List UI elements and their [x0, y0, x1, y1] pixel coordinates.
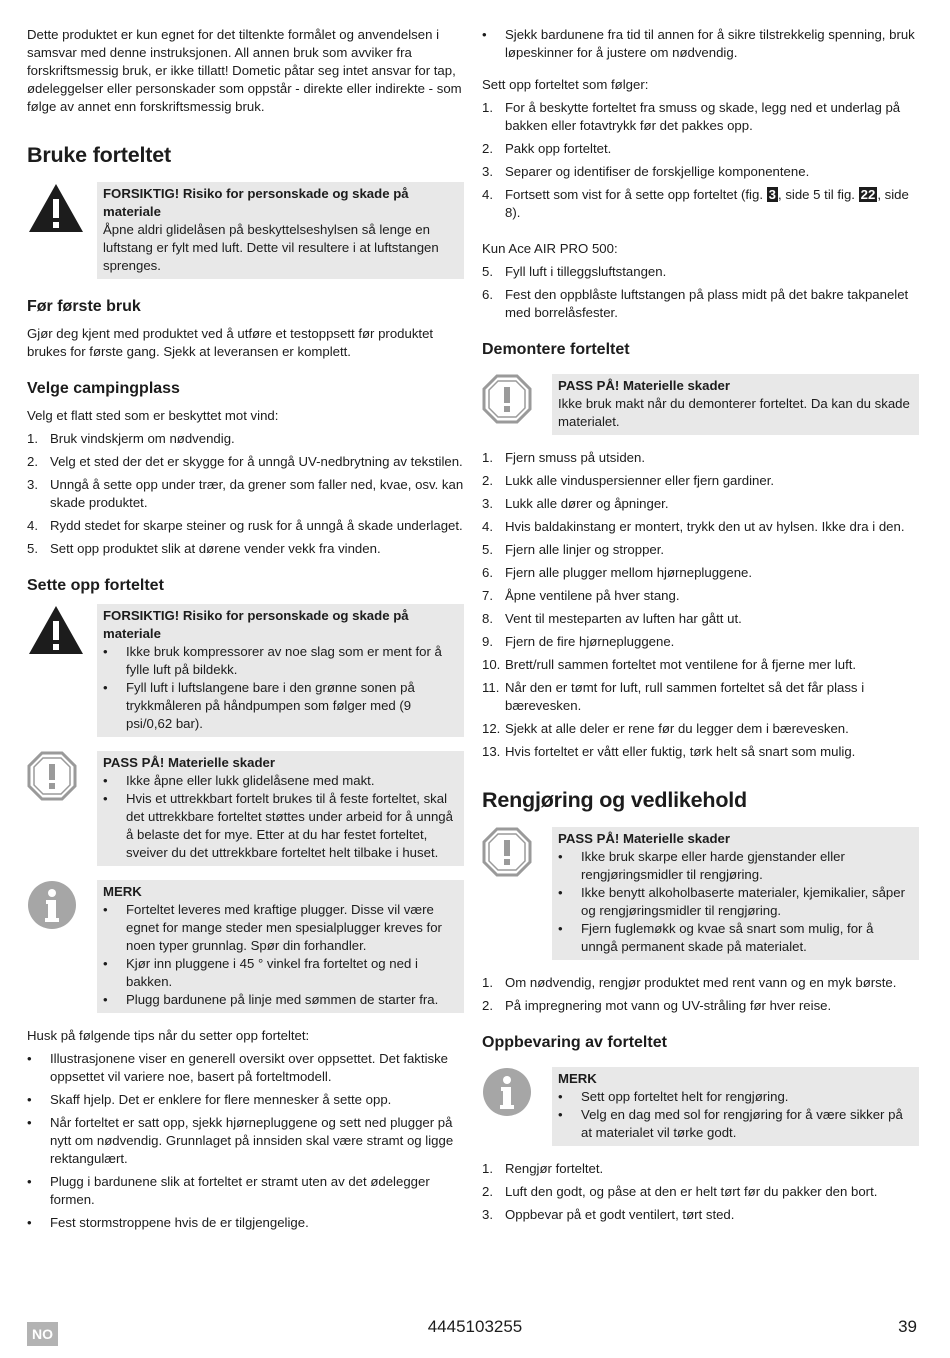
info-circle-icon	[482, 1067, 552, 1122]
list-item: 2. Pakk opp forteltet.	[482, 141, 612, 156]
list-item: 5. Fjern alle linjer og stropper.	[482, 542, 665, 557]
notice-box-2	[552, 374, 919, 435]
heading-sette-opp-forteltet: Sette opp forteltet	[27, 577, 164, 594]
list-item: 5. Sett opp produktet slik at dørene vender vekk fra vinden.	[27, 541, 381, 556]
list-item: 12. Sjekk at alle deler er rene før du legger dem i bærevesken.	[482, 721, 849, 736]
demontere-steps	[482, 449, 919, 761]
list-item: 2. Luft den godt, og påse at den er helt tørt før du pakker den bort.	[482, 1184, 878, 1199]
note-list	[103, 901, 458, 1009]
list-item: 4. Rydd stedet for skarpe steiner og rusk for å unngå å skade underlaget.	[27, 518, 463, 533]
figure-ref-22: 22	[860, 187, 876, 202]
list-item: 7. Åpne ventilene på hver stang.	[482, 588, 680, 603]
setup-steps	[482, 99, 919, 222]
list-item: 2. Lukk alle vinduspersienner eller fjern gardiner.	[482, 473, 775, 488]
list-item: 3. Unngå å sette opp under trær, da grener som faller ned, kvae, osv. kan skade produktet.	[27, 477, 464, 510]
list-item: • Forteltet leveres med kraftige plugger. Disse vil være egnet for mange steder men spesialplugger kreves for noen typer grunnlag. Spør din forhandler.	[103, 902, 442, 953]
note-heading: MERK	[558, 1071, 597, 1086]
list-item: • Illustrasjonene viser en generell oversikt over oppsettet. Det faktiske oppsettet vil variere noe, basert på forteltmodell.	[27, 1051, 449, 1084]
caution-heading: FORSIKTIG! Risiko for personskade og skade på materiale	[103, 608, 409, 641]
caution-heading: FORSIKTIG! Risiko for personskade og skade på materiale	[103, 186, 409, 219]
list-item: 1. Fjern smuss på utsiden.	[482, 450, 645, 465]
list-item: • Ikke bruk skarpe eller harde gjenstander eller rengjøringsmidler til rengjøring.	[558, 849, 845, 882]
right-column	[482, 26, 919, 1238]
list-item: 6. Fest den oppblåste luftstangen på plass midt på det bakre takpanelet med borrelåsfester.	[482, 287, 909, 320]
heading-oppbevaring: Oppbevaring av forteltet	[482, 1034, 667, 1051]
warning-triangle-icon	[27, 182, 97, 239]
notice-heading: PASS PÅ! Materielle skader	[558, 378, 730, 393]
caution-notice-2	[27, 604, 464, 737]
note-1	[27, 880, 464, 1013]
notice-heading: PASS PÅ! Materielle skader	[558, 831, 730, 846]
caution-notice-1	[27, 182, 464, 279]
rengjoring-steps	[482, 974, 919, 1015]
list-item: 1. For å beskytte forteltet fra smuss og skade, legg ned et underlag på bakken eller fotavtrykk før det pakkes opp.	[482, 100, 901, 133]
setup-intro: Sett opp forteltet som følger:	[482, 77, 649, 92]
list-item: 1. Rengjør forteltet.	[482, 1161, 604, 1176]
list-item: 9. Fjern de fire hjørnepluggene.	[482, 634, 675, 649]
list-item: 4. Fortsett som vist for å sette opp forteltet (fig. 3 , side 5 til fig. 22 , side 8).	[482, 187, 909, 220]
oppbevaring-steps	[482, 1160, 919, 1224]
kun-intro: Kun Ace AIR PRO 500:	[482, 241, 618, 256]
velge-steps	[27, 430, 464, 558]
list-item: • Fyll luft i luftslangene bare i den grønne sonen på trykkmåleren på håndpumpen som følger med (9 psi/0,62 bar).	[103, 680, 415, 731]
list-item: 2. På impregnering mot vann og UV-stråling før hver reise.	[482, 998, 832, 1013]
note-box-2	[552, 1067, 919, 1146]
tips-list	[27, 1050, 464, 1232]
heading-bruke-forteltet: Bruke forteltet	[27, 143, 171, 167]
list-item: 5. Fyll luft i tilleggsluftstangen.	[482, 264, 667, 279]
list-item: • Kjør inn pluggene i 45 ° vinkel fra forteltet og ned i bakken.	[103, 956, 418, 989]
warning-triangle-icon	[27, 604, 97, 661]
list-item: 4. Hvis baldakinstang er montert, trykk den ut av hylsen. Ikke dra i den.	[482, 519, 905, 534]
list-item: 3. Lukk alle dører og åpninger.	[482, 496, 669, 511]
for-forste-bruk-text: Gjør deg kjent med produktet ved å utføre et testoppsett før produktet brukes for første gang. Sjekk at leveransen er komplett.	[27, 326, 434, 359]
top-bullet-list	[482, 26, 919, 62]
kun-steps	[482, 263, 919, 322]
list-item: • Ikke bruk kompressorer av noe slag som er ment for å fylle luft på bildekk.	[103, 644, 442, 677]
caution-box-1	[97, 182, 464, 279]
list-item: 13. Hvis forteltet er vått eller fuktig, tørk helt så snart som mulig.	[482, 744, 856, 759]
list-item: • Sjekk bardunene fra tid til annen for å sikre tilstrekkelig spenning, bruk løpeskinner for å justere om nødvendig.	[482, 27, 915, 60]
notice-heading: PASS PÅ! Materielle skader	[103, 755, 275, 770]
language-badge: NO	[27, 1322, 58, 1346]
heading-velge-campingplass: Velge campingplass	[27, 380, 180, 397]
left-column	[27, 26, 464, 1246]
note-list	[558, 1088, 913, 1142]
notice-list	[103, 772, 458, 862]
notice-octagon-icon	[482, 374, 552, 429]
list-item: 1. Om nødvendig, rengjør produktet med rent vann og en myk børste.	[482, 975, 897, 990]
list-item: • Fjern fuglemøkk og kvae så snart som mulig, for å unngå permanent skade på materialet.	[558, 921, 874, 954]
list-item: 2. Velg et sted der det er skygge for å unngå UV-nedbrytning av tekstilen.	[27, 454, 463, 469]
list-item: 3. Oppbevar på et godt ventilert, tørt sted.	[482, 1207, 735, 1222]
document-number: 4445103255	[427, 1317, 523, 1336]
list-item: 10. Brett/rull sammen forteltet mot ventilene for å fjerne mer luft.	[482, 657, 857, 672]
notice-octagon-icon	[27, 751, 97, 806]
list-item: • Hvis et uttrekkbart fortelt brukes til å feste forteltet, skal det uttrekkbare forteltet støttes under arbeid for å unngå å belaste det for mye. Etter at du har festet forteltet, sveiver du det uttrekkbare forteltet helt tilbake i huset.	[103, 791, 453, 860]
list-item: • Velg en dag med sol for rengjøring for å være sikker på at materialet vil tørke godt.	[558, 1107, 903, 1140]
intro-paragraph: Dette produktet er kun egnet for det tiltenkte formålet og anvendelsen i samsvar med denne instruksjonen. All annen bruk som avviker fra forskriftsmessig bruk, er ikke tillatt! Dometic påtar seg intet ansvar for tap, ødeleggelser eller personskader som oppstår - direkte eller indirekte - som følge av annet enn forskriftsmessig bruk.	[27, 27, 462, 114]
list-item: 3. Separer og identifiser de forskjellige komponentene.	[482, 164, 810, 179]
list-item: • Ikke åpne eller lukk glidelåsene med makt.	[103, 773, 375, 788]
heading-demontere-forteltet: Demontere forteltet	[482, 341, 630, 358]
caution-list	[103, 643, 458, 733]
list-item: 11. Når den er tømt for luft, rull sammen forteltet så det får plass i bærevesken.	[482, 680, 865, 713]
list-item: • Skaff hjelp. Det er enklere for flere mennesker å sette opp.	[27, 1092, 392, 1107]
list-item: • Plugg bardunene på linje med sømmen de starter fra.	[103, 992, 439, 1007]
note-heading: MERK	[103, 884, 142, 899]
caution-text: Åpne aldri glidelåsen på beskyttelseshylsen så lenge en luftstang er fylt med luft. Dette vil resultere i at luftstangen sprenges.	[103, 222, 439, 273]
notice-material-1	[27, 751, 464, 866]
list-item: • Fest stormstroppene hvis de er tilgjengelige.	[27, 1215, 309, 1230]
list-item: • Ikke benytt alkoholbaserte materialer, kjemikalier, såper og rengjøringsmidler til rengjøring.	[558, 885, 905, 918]
list-item: 6. Fjern alle plugger mellom hjørnepluggene.	[482, 565, 753, 580]
page-number: 39	[898, 1317, 917, 1336]
notice-box-3	[552, 827, 919, 960]
list-item: • Når forteltet er satt opp, sjekk hjørnepluggene og sett ned plugger på nytt om nødvendig. Grunnlaget på innsiden skal være stramt og ligge rektangulært.	[27, 1115, 454, 1166]
list-item: • Sett opp forteltet helt for rengjøring.	[558, 1089, 789, 1104]
list-item: 8. Vent til mesteparten av luften har gått ut.	[482, 611, 742, 626]
note-box-1	[97, 880, 464, 1013]
list-item: • Plugg i bardunene slik at forteltet er stramt uten av det ødelegger formen.	[27, 1174, 430, 1207]
notice-text: Ikke bruk makt når du demonterer forteltet. Da kan du skade materialet.	[558, 396, 910, 429]
notice-box-1	[97, 751, 464, 866]
notice-list	[558, 848, 913, 956]
caution-box-2	[97, 604, 464, 737]
list-item: 1. Bruk vindskjerm om nødvendig.	[27, 431, 235, 446]
tips-intro: Husk på følgende tips når du setter opp forteltet:	[27, 1028, 310, 1043]
figure-ref-3: 3	[768, 187, 776, 202]
heading-rengjoring: Rengjøring og vedlikehold	[482, 788, 747, 812]
notice-material-3	[482, 827, 919, 960]
info-circle-icon	[27, 880, 97, 935]
notice-material-2	[482, 374, 919, 435]
heading-for-forste-bruk: Før første bruk	[27, 298, 141, 315]
note-2	[482, 1067, 919, 1146]
notice-octagon-icon	[482, 827, 552, 882]
velge-intro: Velg et flatt sted som er beskyttet mot vind:	[27, 408, 279, 423]
